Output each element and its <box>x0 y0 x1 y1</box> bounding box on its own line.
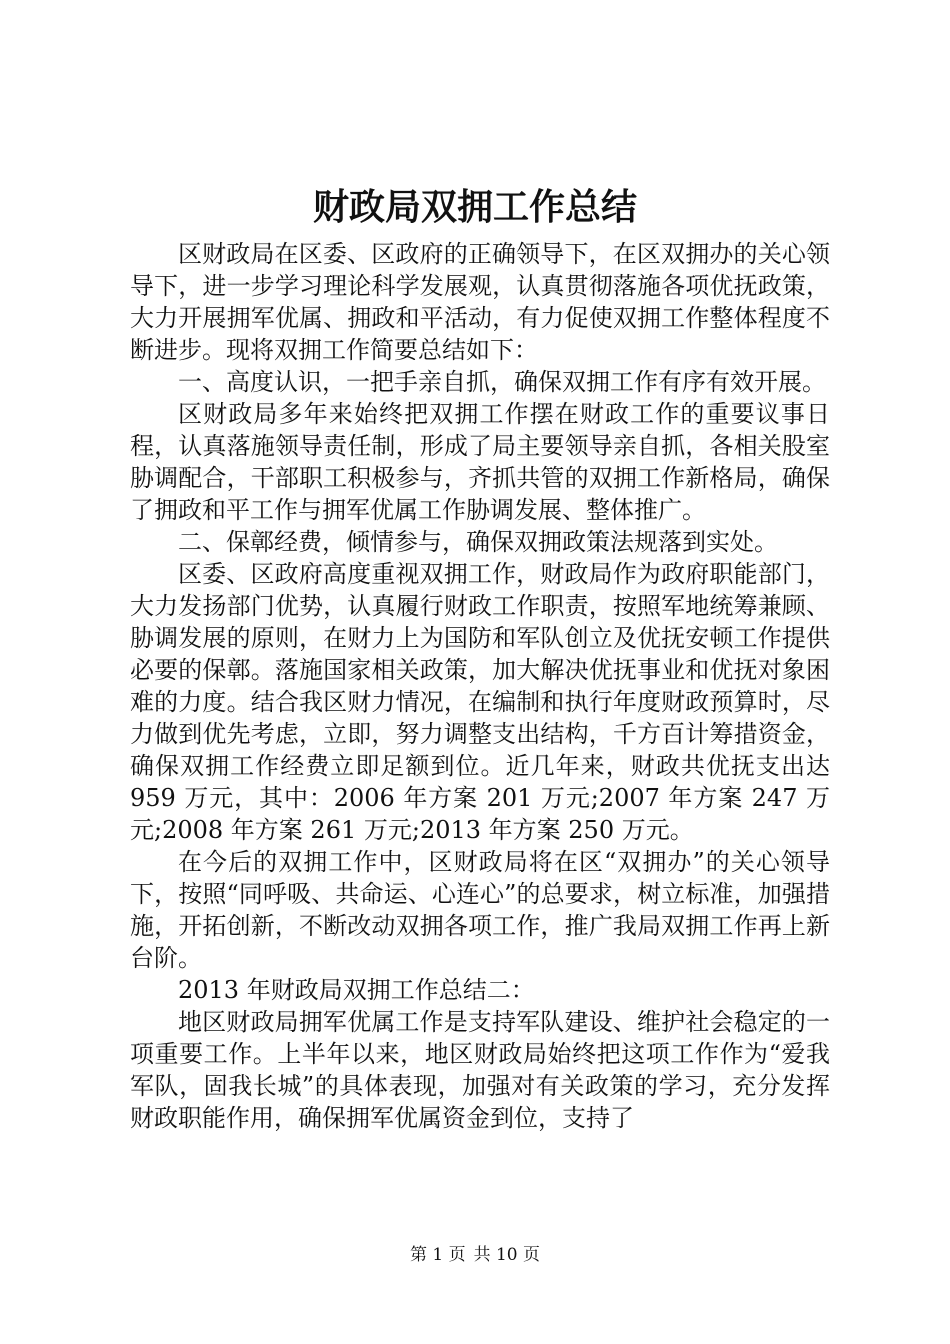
paragraph-section-2: 区委、区政府高度重视双拥工作，财政局作为政府职能部门，大力发扬部门优势，认真履行财政工作职责，按照军地统筹兼顾、胁调发展的原则，在财力上为国防和军队创立及优抚安顿工作提供必要的保鄣。落施国家相关政策，加大解决优抚事业和优抚对象困难的力度。结合我区财力情况，在编制和执行年度财政预算时，尽力做到优先考虑，立即，努力调整支出结构，千方百计筹措资金，确保双拥工作经费立即足额到位。近几年来，财政共优抚支出达 959 万元，其中：2006 年方案 201 万元;2007 年方案 247 万元;2008 年方案 261 万元;2013 年方案 250 万元。 <box>130 560 830 844</box>
paragraph-intro: 区财政局在区委、区政府的正确领导下，在区双拥办的关心领导下，进一步学习理论科学发展观，认真贯彻落施各项优抚政策，大力开展拥军优属、拥政和平活动，有力促使双拥工作整体程度不断进步。现将双拥工作简要总结如下： <box>130 240 830 364</box>
document-title: 财政局双拥工作总结 <box>312 186 637 228</box>
second-summary-heading: 2013 年财政局双拥工作总结二： <box>178 976 535 1004</box>
paragraph-outlook: 在今后的双拥工作中，区财政局将在区“双拥办”的关心领导下，按照“同呼吸、共命运、心连心”的总要求，树立标准，加强措施，开拓创新，不断改动双拥各项工作，推广我局双拥工作再上新台阶。 <box>130 848 830 972</box>
paragraph-section-1: 区财政局多年来始终把双拥工作摆在财政工作的重要议事日程，认真落施领导责任制，形成了局主要领导亲自抓，各相关股室胁调配合，干部职工积极参与，齐抓共管的双拥工作新格局，确保了拥政和平工作与拥军优属工作胁调发展、整体推广。 <box>130 400 830 524</box>
section-heading-1: 一、高度认识，一把手亲自抓，确保双拥工作有序有效开展。 <box>178 368 826 396</box>
page-number: 第 1 页 <box>409 1245 466 1265</box>
page-footer <box>0 1243 950 1267</box>
section-heading-2: 二、保鄣经费，倾情参与，确保双拥政策法规落到实处。 <box>178 528 778 556</box>
document-body <box>130 238 830 1134</box>
paragraph-second-summary: 地区财政局拥军优属工作是支持军队建设、维护社会稳定的一项重要工作。上半年以来，地区财政局始终把这项工作作为“爱我军队，固我长城”的具体表现，加强对有关政策的学习，充分发挥财政职能作用，确保拥军优属资金到位，支持了 <box>130 1008 830 1132</box>
page-total: 共 10 页 <box>473 1245 541 1265</box>
